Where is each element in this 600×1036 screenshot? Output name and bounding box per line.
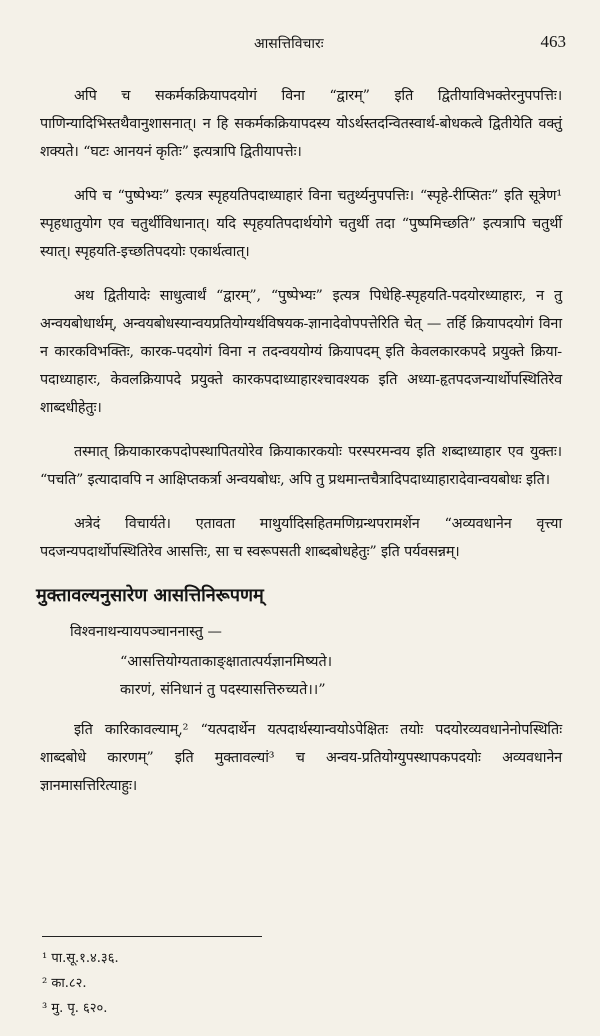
verse-line: “आसत्तियोग्यताकाङ्क्षातात्पर्यज्ञानमिष्यते।	[120, 654, 333, 670]
paragraph: अपि च “पुष्पेभ्यः” इत्यत्र स्पृहयतिपदाध्याहारं विना चतुर्थ्यनुपपत्तिः। “स्पृहे-रीप्सितः” इति सूत्रेण¹ स्पृहधातुयोग एव चतुर्थीविधानात्। यदि स्पृहयतिपदार्थयोगे चतुर्थी तदा “पुष्पमिच्छति” इत्यत्रापि चतुर्थी स्यात्। स्पृहयति-इच्छतिपदयोः एकार्थत्वात्।	[40, 188, 562, 260]
footnote: ³ मु. पृ. ६२०.	[42, 1001, 108, 1016]
running-head	[0, 34, 600, 58]
footnotes	[42, 946, 119, 1021]
paragraph: अपि च सकर्मकक्रियापदयोगं विना “द्वारम्” इति द्वितीयाविभक्तेरनुपपत्तिः। पाणिन्यादिभिस्तथैवानुशासनात्। न हि सकर्मकक्रियापदस्य योऽर्थस्तदन्वितस्वार्थ-बोधकत्वे द्वितीयेति वक्तुं शक्यते। “घटः आनयनं कृतिः” इत्यत्रापि द्वितीयापत्तेः।	[40, 88, 562, 160]
closing-paragraph: इति कारिकावल्याम्,² “यत्पदार्थेन यत्पदार्थस्यान्वयोऽपेक्षितः तयोः पदयोरव्यवधानेनोपस्थितिः शाब्दबोधे कारणम्” इति मुक्तावल्यां³ च अन्वय-प्रतियोग्युपस्थापकपदयोः अव्यवधानेन ज्ञानमासत्तिरित्याहुः।	[40, 722, 562, 794]
verse-intro: विश्वनाथन्यायपञ्चाननास्तु —	[70, 624, 222, 640]
chapter-title: आसत्तिविचारः	[254, 36, 324, 52]
footnote: ¹ पा.सू.१.४.३६.	[42, 951, 119, 966]
section-heading: मुक्तावल्यनुसारेण आसत्तिनिरूपणम्	[36, 585, 264, 606]
paragraph: अत्रेदं विचार्यते। एतावता माथुर्यादिसहितमणिग्रन्थपरामर्शेन “अव्यवधानेन वृत्त्या पदजन्यपदार्थोपस्थितिरेव आसत्तिः, सा च स्वरूपसती शाब्दबोधहेतुः” इति पर्यवसन्नम्।	[40, 516, 562, 560]
verse-line: कारणं, संनिधानं तु पदस्यासत्तिरुच्यते।।”	[120, 682, 326, 698]
paragraph: अथ द्वितीयादेः साधुत्वार्थं “द्वारम्”, “पुष्पेभ्यः” इत्यत्र पिधेहि-स्पृहयति-पदयोरध्याहारः, न तु अन्वयबोधार्थम्, अन्वयबोधस्यान्वयप्रतियोग्यर्थविषयक-ज्ञानादेवोपपत्तेरिति चेत् — तर्हि क्रियापदयोगं विना न कारकविभक्तिः, कारक-पदयोगं विना न तदन्वययोग्यं क्रियापदम् इति केवलकारकपदे प्रयुक्ते क्रिया-पदाध्याहारः, केवलक्रियापदे प्रयुक्ते कारकपदाध्याहारश्चावश्यक इति अध्या-हृतपदजन्यार्थोपस्थितिरेव शाब्दधीहेतुः।	[40, 288, 562, 416]
paragraph: तस्मात् क्रियाकारकपदोपस्थापितयोरेव क्रियाकारकयोः परस्परमन्वय इति शब्दाध्याहार एव युक्तः। “पचति” इत्यादावपि न आक्षिप्तकर्त्रा अन्वयबोधः, अपि तु प्रथमान्तचैत्रादिपदाध्याहारादेवान्वयबोधः इति।	[40, 444, 562, 488]
footnote-rule	[42, 936, 262, 937]
footnote: ² का.८२.	[42, 976, 87, 991]
page-body	[36, 82, 562, 816]
page-number: 463	[540, 32, 566, 51]
